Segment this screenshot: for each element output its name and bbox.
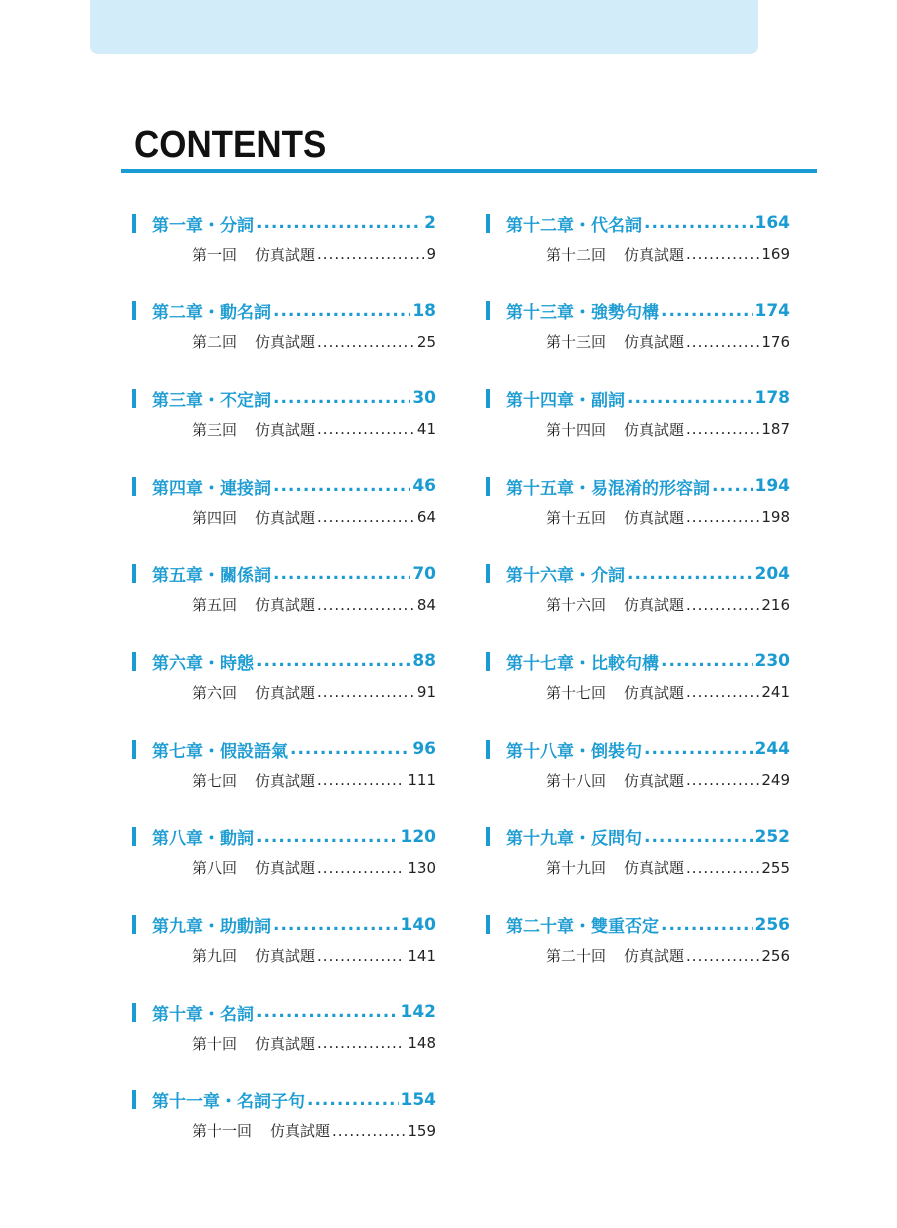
exercise-title: 仿真試題: [624, 683, 685, 702]
chapter-title: 第三章・不定詞: [152, 390, 271, 411]
exercise-number: 第九回: [192, 947, 238, 965]
chapter-title: 第十七章・比較句構: [506, 653, 659, 674]
exercise-page: 255: [761, 858, 790, 877]
chapter-marker: [486, 214, 490, 233]
leader-dots: [256, 215, 422, 235]
chapter-line[interactable]: [486, 386, 790, 410]
chapter-line[interactable]: [132, 649, 436, 673]
leader-dots: [317, 1036, 405, 1054]
leader-dots: [644, 741, 753, 761]
chapter-page: 96: [412, 739, 436, 760]
exercise-number: 第十九回: [546, 859, 607, 878]
toc-entry: [132, 737, 436, 825]
exercise-title: 仿真試題: [270, 1122, 331, 1141]
leader-dots: [317, 335, 415, 353]
exercise-title: 仿真試題: [624, 947, 685, 965]
leader-dots: [627, 390, 753, 410]
exercise-line[interactable]: [546, 769, 790, 791]
leader-dots: [686, 335, 759, 353]
exercise-title: 仿真試題: [624, 508, 685, 527]
leader-dots: [712, 478, 753, 498]
chapter-page: 140: [400, 914, 436, 935]
exercise-number: 第十七回: [546, 683, 607, 702]
toc-entry: [132, 474, 436, 562]
chapter-page: 18: [412, 300, 436, 321]
leader-dots: [273, 566, 410, 586]
toc-entry: [132, 825, 436, 913]
exercise-line[interactable]: [192, 418, 436, 440]
chapter-title: 第四章・連接詞: [152, 478, 271, 499]
exercise-number: 第七回: [192, 771, 238, 790]
chapter-marker: [486, 389, 490, 408]
chapter-page: 252: [754, 826, 790, 847]
leader-dots: [317, 422, 415, 440]
page-title: CONTENTS: [134, 124, 327, 166]
exercise-line[interactable]: [546, 418, 790, 440]
exercise-title: 仿真試題: [624, 596, 685, 615]
exercise-page: 187: [761, 420, 790, 439]
chapter-line[interactable]: [132, 474, 436, 498]
exercise-number: 第十回: [192, 1034, 238, 1053]
chapter-marker: [486, 740, 490, 759]
toc-left-column: [132, 211, 436, 1176]
chapter-title: 第十八章・倒裝句: [506, 741, 642, 762]
leader-dots: [332, 1124, 405, 1142]
chapter-marker: [486, 477, 490, 496]
toc-entry: [132, 211, 436, 299]
toc-entry: [132, 913, 436, 1001]
exercise-page: 84: [416, 595, 436, 614]
chapter-marker: [486, 915, 490, 934]
chapter-page: 178: [754, 388, 790, 409]
chapter-title: 第六章・時態: [152, 653, 254, 674]
exercise-page: 176: [761, 332, 790, 351]
exercise-line[interactable]: [192, 681, 436, 703]
leader-dots: [273, 917, 399, 937]
exercise-page: 169: [761, 245, 790, 263]
chapter-line[interactable]: [486, 299, 790, 323]
toc-entry: [486, 649, 790, 737]
leader-dots: [644, 215, 753, 235]
chapter-line[interactable]: [486, 474, 790, 498]
exercise-number: 第八回: [192, 859, 238, 878]
chapter-title: 第十九章・反問句: [506, 829, 642, 850]
exercise-line[interactable]: [546, 857, 790, 879]
chapter-title: 第九章・助動詞: [152, 917, 271, 937]
exercise-number: 第四回: [192, 508, 238, 527]
exercise-page: 41: [416, 420, 436, 439]
toc-entry: [486, 737, 790, 825]
leader-dots: [256, 653, 410, 673]
exercise-title: 仿真試題: [624, 333, 685, 352]
chapter-marker: [132, 827, 136, 846]
chapter-page: 154: [400, 1089, 436, 1110]
leader-dots: [686, 773, 759, 791]
exercise-number: 第二十回: [546, 947, 607, 965]
leader-dots: [686, 949, 759, 967]
exercise-number: 第六回: [192, 683, 238, 702]
exercise-page: 159: [407, 1121, 436, 1140]
chapter-page: 142: [400, 1002, 436, 1023]
toc-entry: [486, 386, 790, 474]
leader-dots: [686, 861, 759, 879]
chapter-marker: [132, 214, 136, 233]
exercise-page: 9: [426, 245, 436, 263]
exercise-page: 198: [761, 508, 790, 527]
chapter-line[interactable]: [132, 825, 436, 849]
chapter-page: 174: [754, 300, 790, 321]
exercise-line[interactable]: [192, 769, 436, 791]
leader-dots: [256, 829, 399, 849]
chapter-marker: [132, 652, 136, 671]
exercise-number: 第五回: [192, 596, 238, 615]
toc-entry: [132, 562, 436, 650]
chapter-title: 第十五章・易混淆的形容詞: [506, 478, 710, 499]
chapter-page: 46: [412, 476, 436, 497]
exercise-page: 216: [761, 595, 790, 614]
toc-entry: [486, 474, 790, 562]
toc-entry: [132, 1000, 436, 1088]
leader-dots: [686, 598, 759, 616]
exercise-page: 141: [407, 946, 436, 965]
exercise-line[interactable]: [546, 945, 790, 967]
leader-dots: [307, 1092, 399, 1112]
chapter-page: 70: [412, 563, 436, 584]
chapter-title: 第五章・關係詞: [152, 566, 271, 587]
chapter-page: 164: [754, 213, 790, 233]
exercise-title: 仿真試題: [255, 771, 316, 790]
chapter-title: 第十三章・強勢句構: [506, 303, 659, 324]
exercise-line[interactable]: [192, 594, 436, 616]
leader-dots: [317, 685, 415, 703]
exercise-number: 第三回: [192, 420, 238, 439]
exercise-title: 仿真試題: [624, 771, 685, 790]
title-underline: [121, 169, 817, 173]
chapter-line[interactable]: [132, 386, 436, 410]
chapter-marker: [132, 915, 136, 934]
exercise-line[interactable]: [192, 243, 436, 265]
exercise-line[interactable]: [546, 506, 790, 528]
chapter-marker: [132, 301, 136, 320]
exercise-line[interactable]: [192, 857, 436, 879]
leader-dots: [686, 685, 759, 703]
exercise-number: 第十三回: [546, 333, 607, 352]
toc-right-column: [486, 211, 790, 1000]
chapter-page: 244: [754, 739, 790, 760]
leader-dots: [644, 829, 753, 849]
exercise-number: 第十四回: [546, 420, 607, 439]
chapter-marker: [486, 827, 490, 846]
exercise-number: 第二回: [192, 333, 238, 352]
chapter-line[interactable]: [132, 1088, 436, 1112]
chapter-page: 2: [424, 213, 436, 233]
leader-dots: [661, 303, 753, 323]
exercise-title: 仿真試題: [624, 420, 685, 439]
chapter-title: 第十章・名詞: [152, 1004, 254, 1025]
leader-dots: [317, 949, 405, 967]
chapter-line[interactable]: [132, 299, 436, 323]
toc-entry: [486, 913, 790, 1001]
leader-dots: [317, 247, 424, 265]
chapter-title: 第一章・分詞: [152, 215, 254, 236]
exercise-line[interactable]: [192, 506, 436, 528]
exercise-page: 111: [407, 771, 436, 790]
chapter-marker: [132, 564, 136, 583]
exercise-number: 第十八回: [546, 771, 607, 790]
leader-dots: [273, 303, 410, 323]
exercise-number: 第十五回: [546, 508, 607, 527]
exercise-title: 仿真試題: [255, 245, 316, 264]
leader-dots: [686, 510, 759, 528]
exercise-title: 仿真試題: [255, 508, 316, 527]
leader-dots: [627, 566, 753, 586]
chapter-line[interactable]: [132, 1000, 436, 1024]
chapter-title: 第二章・動名詞: [152, 303, 271, 324]
exercise-line[interactable]: [192, 331, 436, 353]
chapter-line[interactable]: [486, 562, 790, 586]
leader-dots: [686, 422, 759, 440]
leader-dots: [317, 510, 415, 528]
exercise-page: 64: [416, 508, 436, 527]
exercise-page: 249: [761, 771, 790, 790]
exercise-page: 25: [416, 332, 436, 351]
leader-dots: [273, 390, 410, 410]
chapter-marker: [132, 1090, 136, 1109]
toc-entry: [486, 211, 790, 299]
exercise-line[interactable]: [192, 1120, 436, 1142]
chapter-page: 30: [412, 388, 436, 409]
chapter-line[interactable]: [486, 211, 790, 235]
exercise-number: 第十二回: [546, 245, 607, 264]
exercise-page: 130: [407, 858, 436, 877]
chapter-line[interactable]: [486, 913, 790, 937]
exercise-title: 仿真試題: [255, 947, 316, 965]
top-header-band: [90, 0, 758, 54]
exercise-page: 241: [761, 683, 790, 702]
chapter-title: 第十四章・副詞: [506, 390, 625, 411]
leader-dots: [317, 861, 405, 879]
exercise-title: 仿真試題: [255, 1034, 316, 1053]
exercise-number: 第十六回: [546, 596, 607, 615]
exercise-number: 第十一回: [192, 1122, 253, 1141]
chapter-page: 120: [400, 826, 436, 847]
exercise-line[interactable]: [546, 594, 790, 616]
chapter-page: 204: [754, 563, 790, 584]
toc-entry: [132, 1088, 436, 1176]
exercise-line[interactable]: [546, 681, 790, 703]
leader-dots: [661, 917, 753, 937]
chapter-line[interactable]: [132, 913, 436, 937]
chapter-marker: [132, 477, 136, 496]
exercise-page: 91: [416, 683, 436, 702]
chapter-title: 第二十章・雙重否定: [506, 917, 659, 937]
leader-dots: [290, 741, 410, 761]
exercise-title: 仿真試題: [624, 859, 685, 878]
chapter-title: 第十二章・代名詞: [506, 215, 642, 236]
leader-dots: [661, 653, 753, 673]
chapter-marker: [486, 301, 490, 320]
chapter-marker: [486, 652, 490, 671]
chapter-title: 第十一章・名詞子句: [152, 1092, 305, 1113]
exercise-title: 仿真試題: [255, 333, 316, 352]
exercise-title: 仿真試題: [624, 245, 685, 264]
chapter-marker: [486, 564, 490, 583]
leader-dots: [686, 247, 759, 265]
exercise-line[interactable]: [192, 945, 436, 967]
exercise-title: 仿真試題: [255, 420, 316, 439]
chapter-marker: [132, 1003, 136, 1022]
exercise-page: 148: [407, 1034, 436, 1053]
chapter-line[interactable]: [132, 737, 436, 761]
toc-entry: [132, 649, 436, 737]
chapter-page: 230: [754, 651, 790, 672]
toc-entry: [486, 299, 790, 387]
chapter-marker: [132, 389, 136, 408]
leader-dots: [317, 773, 405, 791]
exercise-number: 第一回: [192, 245, 238, 264]
chapter-line[interactable]: [132, 211, 436, 235]
exercise-title: 仿真試題: [255, 683, 316, 702]
chapter-title: 第七章・假設語氣: [152, 741, 288, 762]
chapter-page: 88: [412, 651, 436, 672]
exercise-title: 仿真試題: [255, 859, 316, 878]
chapter-line[interactable]: [486, 825, 790, 849]
leader-dots: [273, 478, 410, 498]
chapter-page: 256: [754, 914, 790, 935]
exercise-line[interactable]: [546, 331, 790, 353]
leader-dots: [317, 598, 415, 616]
exercise-page: 256: [761, 946, 790, 965]
toc-entry: [486, 562, 790, 650]
toc-entry: [132, 386, 436, 474]
exercise-line[interactable]: [546, 243, 790, 265]
exercise-line[interactable]: [192, 1032, 436, 1054]
chapter-line[interactable]: [486, 649, 790, 673]
chapter-marker: [132, 740, 136, 759]
chapter-page: 194: [754, 476, 790, 497]
chapter-line[interactable]: [132, 562, 436, 586]
chapter-line[interactable]: [486, 737, 790, 761]
leader-dots: [256, 1004, 399, 1024]
toc-entry: [486, 825, 790, 913]
exercise-title: 仿真試題: [255, 596, 316, 615]
toc-entry: [132, 299, 436, 387]
chapter-title: 第十六章・介詞: [506, 566, 625, 587]
chapter-title: 第八章・動詞: [152, 829, 254, 850]
